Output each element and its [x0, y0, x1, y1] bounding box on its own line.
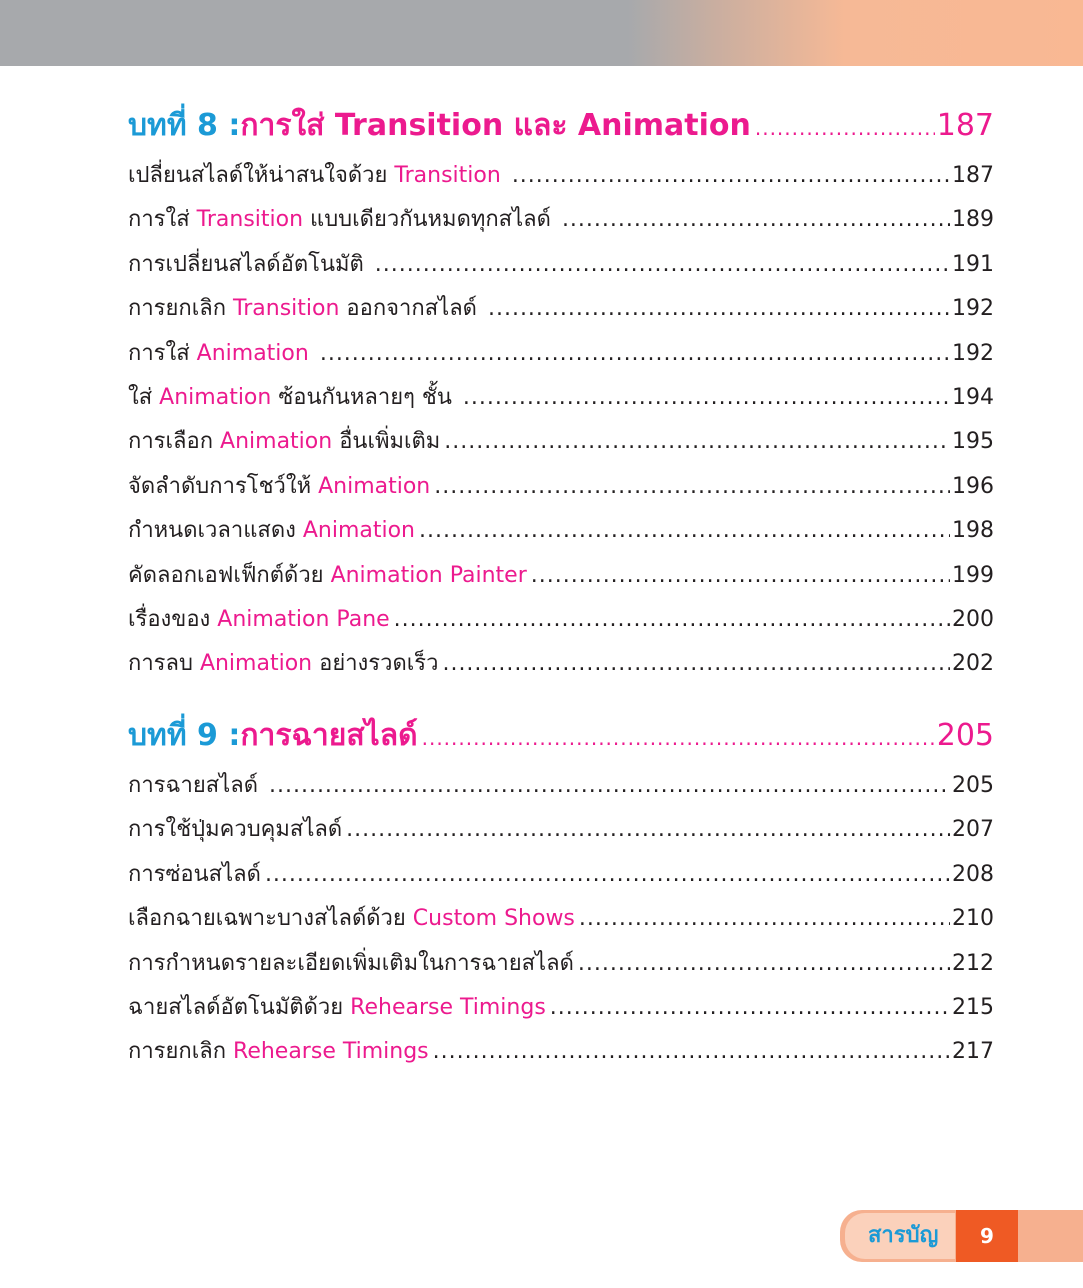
entry-term: Transition: [196, 207, 304, 233]
entry-text: กำหนดเวลาแสดง: [128, 518, 303, 544]
entry-text: [309, 332, 316, 376]
entry-term: Transition: [233, 296, 340, 322]
header-band: [0, 0, 1083, 66]
chapter-number: บทที่ 9 :: [128, 718, 241, 753]
entry-text: ฉายสไลด์อัตโนมัติด้วย: [128, 994, 351, 1020]
entry-term: Animation Pane: [217, 606, 390, 632]
chapter-number: บทที่ 8 :: [128, 108, 241, 143]
footer-page-number: 9: [956, 1210, 1018, 1262]
entry-page-number: 210: [952, 906, 994, 932]
toc-entry[interactable]: [128, 554, 994, 598]
entry-term: Animation: [199, 651, 313, 677]
entry-text: เรื่องของ: [128, 606, 218, 632]
entry-text: ซ้อนกันหลายๆ ชั้น: [271, 384, 459, 410]
dot-leader: [442, 642, 950, 686]
dot-leader: [512, 154, 950, 198]
chapter-8-section: [128, 106, 994, 687]
toc-entry[interactable]: [128, 764, 994, 808]
entry-page-number: 191: [952, 251, 994, 277]
dot-leader: [434, 465, 950, 509]
entry-text: เปลี่ยนสไลด์ให้น่าสนใจด้วย: [128, 163, 395, 188]
entry-term: Animation: [302, 518, 416, 544]
entry-page-number: 192: [952, 296, 994, 322]
dot-leader: [265, 853, 950, 897]
dot-leader: [346, 808, 950, 852]
entry-page-number: 192: [952, 340, 994, 366]
toc-entry[interactable]: [128, 376, 994, 420]
entry-text: การใส่: [128, 340, 197, 366]
dot-leader: [488, 287, 950, 331]
dot-leader: [579, 897, 950, 941]
entry-page-number: 202: [952, 651, 994, 677]
chapter-8-entries: [128, 154, 994, 687]
entry-page-number: 208: [952, 861, 994, 887]
chapter-title: การฉายสไลด์: [240, 718, 418, 753]
chapter-title: การใส่ Transition และ Animation: [240, 108, 751, 143]
entry-page-number: 207: [952, 817, 994, 843]
dot-leader: [463, 376, 950, 420]
entry-text: เลือกฉายเฉพาะบางสไลด์ด้วย: [128, 906, 413, 932]
entry-page-number: 199: [952, 562, 994, 588]
entry-term: Rehearse Timings: [233, 1039, 429, 1065]
chapter-9-heading[interactable]: [128, 716, 994, 756]
entry-page-number: 198: [952, 518, 994, 544]
dot-leader: [419, 509, 950, 553]
entry-text: ออกจากสไลด์: [339, 296, 484, 322]
entry-page-number: 217: [952, 1039, 994, 1065]
toc-entry[interactable]: [128, 154, 994, 198]
toc-entry[interactable]: [128, 420, 994, 464]
toc-entry[interactable]: [128, 942, 994, 986]
entry-term: Transition: [394, 163, 501, 188]
entry-page-number: 194: [952, 384, 994, 410]
entry-text: ใส่: [128, 384, 160, 410]
toc-entry[interactable]: [128, 243, 994, 287]
entry-page-number: 200: [952, 606, 994, 632]
chapter-page-number: 187: [936, 108, 994, 143]
dot-leader: [269, 764, 950, 808]
footer-section-label: สารบัญ: [868, 1223, 939, 1248]
entry-page-number: 205: [952, 773, 994, 798]
entry-page-number: 195: [952, 429, 994, 455]
entry-page-number: 215: [952, 994, 994, 1020]
entry-page-number: 196: [952, 473, 994, 499]
entry-text: คัดลอกเอฟเฟ็กต์ด้วย: [128, 562, 331, 588]
dot-leader: [562, 198, 950, 242]
entry-term: Animation Painter: [330, 562, 527, 588]
dot-leader: [531, 554, 950, 598]
entry-page-number: 212: [952, 950, 994, 976]
entry-text: การกำหนดรายละเอียดเพิ่มเติมในการฉายสไลด์: [128, 950, 574, 976]
entry-page-number: 187: [952, 163, 994, 188]
toc-entry[interactable]: [128, 198, 994, 242]
toc-entry[interactable]: [128, 287, 994, 331]
dot-leader: [394, 598, 950, 642]
entry-text: แบบเดียวกันหมดทุกสไลด์: [303, 207, 558, 233]
entry-text: การเลือก: [128, 429, 221, 455]
toc-entry[interactable]: [128, 853, 994, 897]
dot-leader: [320, 332, 950, 376]
entry-term: Rehearse Timings: [350, 994, 546, 1020]
entry-term: Animation: [220, 429, 333, 455]
dot-leader: [422, 716, 935, 758]
chapter-9-entries: [128, 764, 994, 1075]
entry-text: การยกเลิก: [128, 1039, 234, 1065]
toc-entry[interactable]: [128, 332, 994, 376]
toc-entry[interactable]: [128, 1030, 994, 1074]
entry-text: [501, 154, 508, 198]
entry-text: การซ่อนสไลด์: [128, 861, 261, 887]
entry-text: การฉายสไลด์: [128, 773, 265, 798]
chapter-9-section: [128, 716, 994, 1075]
entry-term: Animation: [196, 340, 309, 366]
dot-leader: [550, 986, 950, 1030]
toc-entry[interactable]: [128, 642, 994, 686]
dot-leader: [375, 243, 950, 287]
dot-leader: [433, 1030, 950, 1074]
toc-entry[interactable]: [128, 986, 994, 1030]
toc-entry[interactable]: [128, 897, 994, 941]
entry-text: การเปลี่ยนสไลด์อัตโนมัติ: [128, 251, 371, 277]
entry-text: การลบ: [128, 651, 200, 677]
dot-leader: [444, 420, 950, 464]
entry-text: อย่างรวดเร็ว: [312, 651, 439, 677]
dot-leader: [578, 942, 950, 986]
entry-text: การยกเลิก: [128, 296, 234, 322]
entry-text: การใส่: [128, 207, 197, 233]
entry-text: อื่นเพิ่มเติม: [332, 429, 441, 455]
entry-term: Custom Shows: [412, 906, 575, 932]
chapter-8-heading[interactable]: [128, 106, 994, 146]
entry-text: การใช้ปุ่มควบคุมสไลด์: [128, 817, 343, 843]
toc-entry[interactable]: [128, 808, 994, 852]
entry-page-number: 189: [952, 207, 994, 233]
toc-entry[interactable]: [128, 598, 994, 642]
toc-entry[interactable]: [128, 509, 994, 553]
toc-entry[interactable]: [128, 465, 994, 509]
chapter-page-number: 205: [936, 718, 994, 753]
entry-term: Animation: [318, 473, 431, 499]
entry-text: จัดลำดับการโชว์ให้: [128, 473, 319, 499]
entry-term: Animation: [159, 384, 272, 410]
dot-leader: [755, 106, 935, 148]
